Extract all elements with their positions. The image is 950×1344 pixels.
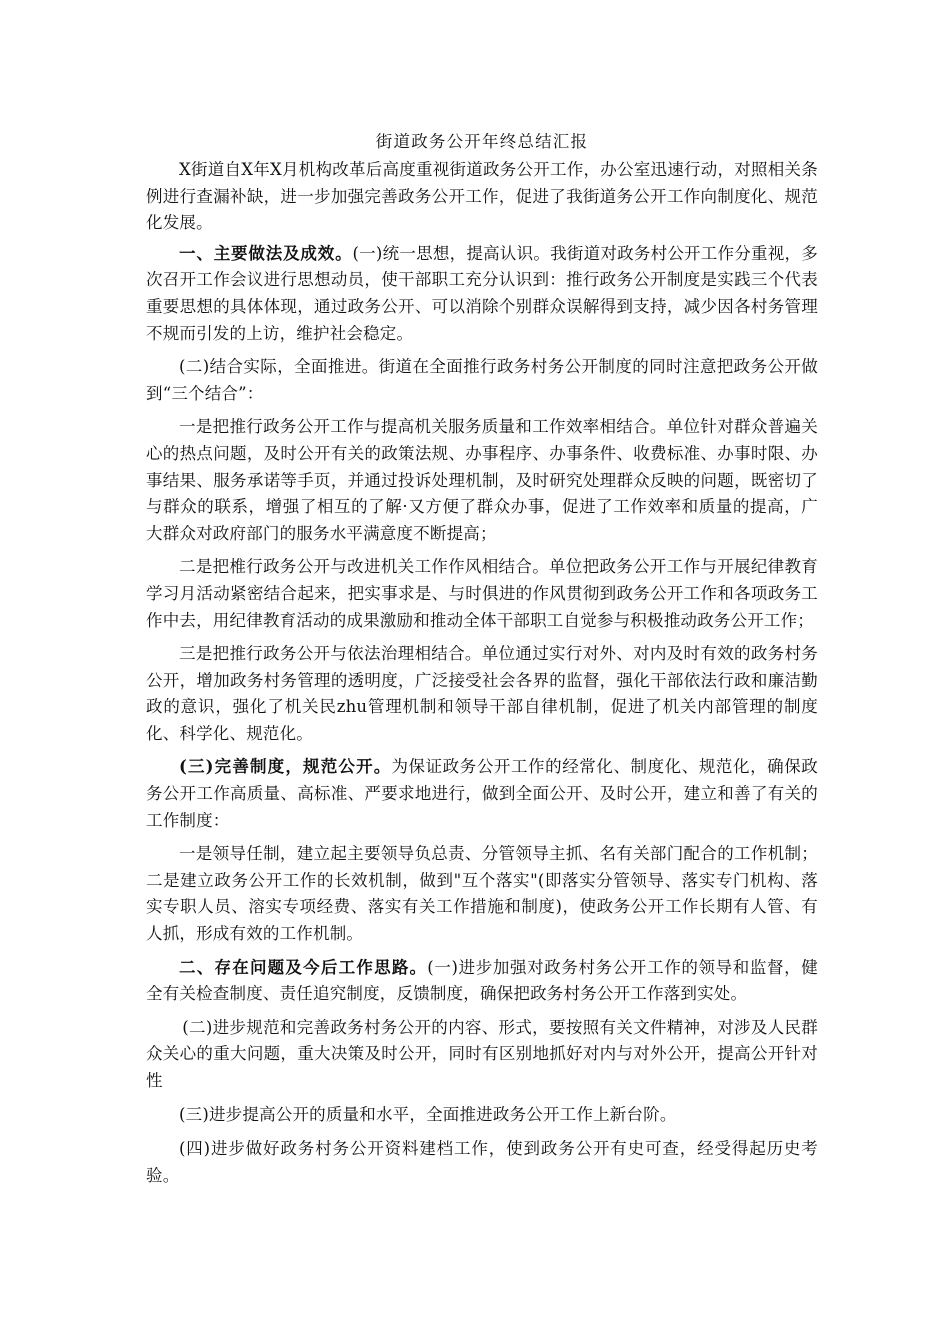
section-1-3-text: 为保证政务公开工作的经常化、制度化、规范化，确保政务公开工作高质量、高标准、严要求地进行，做到全面公开、及时公开，建立和善了有关的工作制度： [146, 757, 819, 830]
combination-2-paragraph: 二是把椎行政务公开与改进机关工作作风相结合。单位把政务公开工作与开展纪律教育学习月活动紧密结合起来，把实事求是、与时俱进的作风贯彻到政务公开工作和各项政务工作中去，用纪律教育活动的成果激励和推动全体干部职工自觉参与积极推动政务公开工作； [146, 557, 818, 630]
section-1-3-paragraph [146, 754, 818, 834]
document-body [146, 128, 818, 1196]
section-2-4-paragraph: (四)进步做好政务村务公开资料建档工作，使到政务公开有史可查，经受得起历史考验。 [146, 1139, 818, 1185]
section-1-paragraph [146, 241, 818, 347]
document-title: 街道政务公开年终总结汇报 [375, 132, 589, 151]
section-1-3-heading: (三)完善制度，规范公开。 [179, 757, 392, 777]
section-2-paragraph [146, 955, 818, 1008]
system-paragraph: 一是领导任制，建立起主要领导负总责、分管领导主抓、名有关部门配合的工作机制；二是建立政务公开工作的长效机制，做到"互个落实"(即落实分管领导、落实专门机构、落实专职人员、溶实专项经费、落实有关工作措施和制度)，使政务公开工作长期有人管、有人抓，形成有效的工作机制。 [146, 844, 818, 944]
section-2-text: (一)进步加强对政务村务公开工作的领导和监督，健全有关检查制度、责任追究制度，反馈制度，确保把政务村务公开工作落到实处。 [146, 957, 818, 1004]
section-1-heading: 一、主要做法及成效。 [179, 243, 353, 263]
section-1-text: (一)统一思想，提高认识。我街道对政务村公开工作分重视，多次召开工作会议进行思想动员，使干部职工充分认识到：推行政务公开制度是实践三个代表重要思想的具体体现，通过政务公开、可以消除个别群众误解得到支持，减少因各村务管理不规而引发的上访，维护社会稳定。 [146, 243, 818, 343]
section-1-2-paragraph: (二)结合实际，全面推进。街道在全面推行政务村务公开制度的同时注意把政务公开做到“三个结合”： [146, 357, 818, 403]
intro-paragraph: X街道自X年X月机构改革后高度重视街道政务公开工作，办公室迅速行动，对照相关条例进行查漏补缺，进一步加强完善政务公开工作，促进了我街道务公开工作向制度化、规范化发展。 [146, 160, 818, 233]
section-2-2-paragraph: (二)进步规范和完善政务村务公开的内容、形式，要按照有关文件精神，对涉及人民群众关心的重大问题，重大决策及时公开，同时有区别地抓好对内与对外公开，提高公开针对性 [146, 1017, 818, 1090]
section-2-3-paragraph: (三)进步提高公开的质量和水平，全面推进政务公开工作上新台阶。 [179, 1104, 677, 1124]
section-2-heading: 二、存在问题及今后工作思路。 [179, 957, 428, 977]
combination-1-paragraph: 一是把推行政务公开工作与提高机关服务质量和工作效率相结合。单位针对群众普遍关心的热点问题，及时公开有关的政策法规、办事程序、办事条件、收费标准、办事时限、办事结果、服务承诺等手页，并通过投诉处理机制，及时研究处理群众反映的问题，既密切了与群众的联系，增强了相互的了解·又方便了群众办事，促进了工作效率和质量的提高，广大群众对政府部门的服务水平满意度不断提高； [146, 417, 818, 543]
combination-3-paragraph: 三是把推行政务公开与依法治理相结合。单位通过实行对外、对内及时有效的政务村务公开，增加政务村务管理的透明度，广泛接受社会各界的监督，强化干部依法行政和廉洁勤政的意识，强化了机关民zhu管理机制和领导干部自律机制，促进了机关内部管理的制度化、科学化、规范化。 [146, 644, 818, 743]
